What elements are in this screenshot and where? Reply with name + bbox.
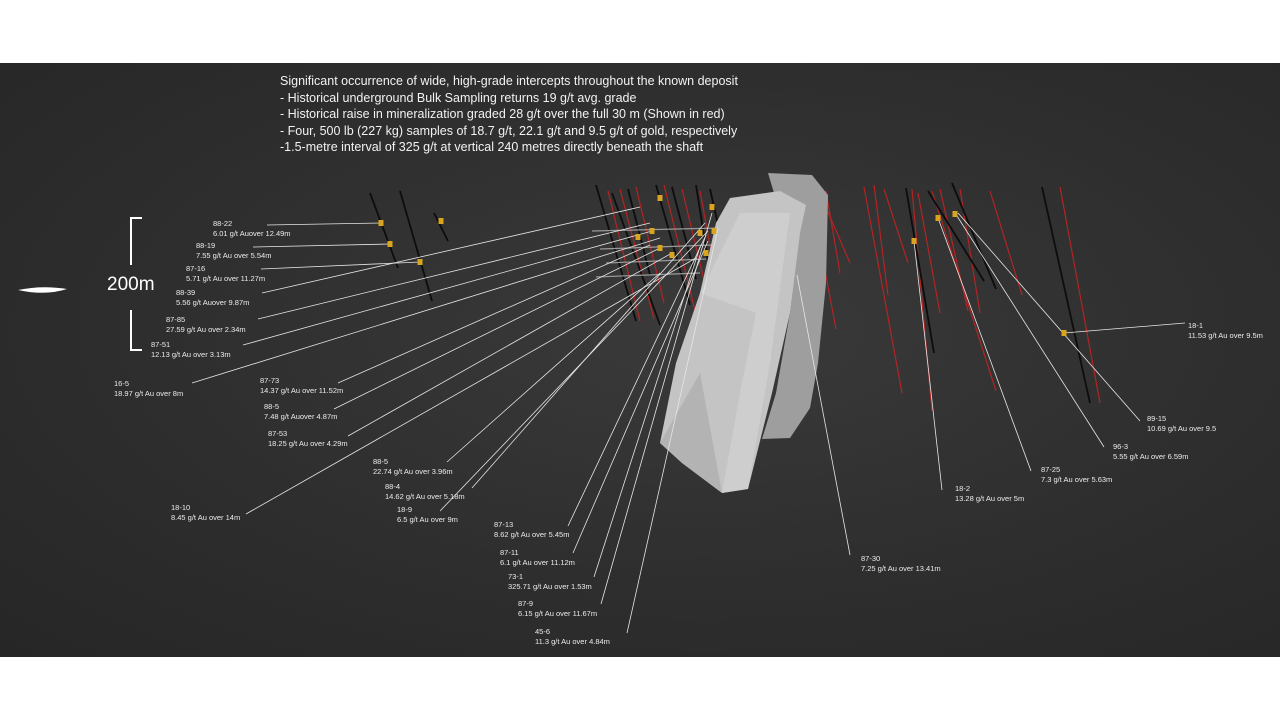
grade-text: 7.55 g/t Au over 5.54m — [196, 250, 272, 260]
scale-bar-label: 200m — [107, 274, 155, 295]
leader-line — [334, 248, 660, 409]
hole-id: 96-3 — [1113, 442, 1129, 451]
grade-text: 5.55 g/t Au over 6.59m — [1113, 451, 1189, 461]
hole-id: 87-30 — [861, 554, 881, 563]
leader-line — [1064, 323, 1185, 333]
intercept-label — [171, 503, 240, 522]
intercept-label — [385, 482, 465, 501]
grade-text: 7.25 g/t Au over 13.41m — [861, 563, 941, 573]
intercept-marker — [712, 228, 717, 234]
leader-line — [338, 245, 650, 383]
intercept-marker — [1062, 330, 1067, 336]
hole-id: 87-53 — [268, 429, 288, 438]
grade-text: 8.62 g/t Au over 5.45m — [494, 529, 570, 539]
intercept-label — [508, 572, 592, 591]
scale-marker-icon — [18, 287, 67, 293]
scale-bar-bottom — [131, 310, 142, 350]
intercept-marker — [670, 252, 675, 258]
hole-id: 88-4 — [385, 482, 401, 491]
intercept-label — [955, 484, 1024, 503]
leader-line — [440, 231, 708, 511]
hole-id: 88-19 — [196, 241, 216, 250]
intercept-marker — [658, 245, 663, 251]
intercept-label — [1113, 442, 1188, 461]
intercept-marker — [953, 211, 958, 217]
intercept-label — [1147, 414, 1216, 433]
hole-id: 87-9 — [518, 599, 534, 608]
leader-line — [253, 244, 390, 247]
intercept-marker — [379, 220, 384, 226]
hole-id: 18-10 — [171, 503, 191, 512]
leader-line — [938, 218, 1031, 471]
intercept-marker — [658, 195, 663, 201]
hole-id: 87-25 — [1041, 465, 1061, 474]
hole-id: 18-1 — [1188, 321, 1204, 330]
grade-text: 6.1 g/t Au over 11.12m — [500, 557, 575, 567]
hole-id: 73-1 — [508, 572, 524, 581]
grade-text: 14.37 g/t Au over 11.52m — [260, 385, 344, 395]
drillhole-trace — [434, 213, 448, 241]
intercept-marker — [439, 218, 444, 224]
intercept-marker — [636, 234, 641, 240]
raise-trace — [990, 191, 1022, 295]
intercept-marker — [710, 204, 715, 210]
grade-text: 13.28 g/t Au over 5m — [955, 493, 1025, 503]
hole-id: 16-5 — [114, 379, 130, 388]
intercept-marker — [936, 215, 941, 221]
hole-id: 87-13 — [494, 520, 514, 529]
intercept-label — [264, 402, 337, 421]
intercept-label — [494, 520, 569, 539]
leader-line — [243, 231, 652, 345]
intercept-marker — [388, 241, 393, 247]
intercept-marker — [912, 238, 917, 244]
hole-id: 87-51 — [151, 340, 171, 349]
intercept-label — [861, 554, 941, 573]
hole-id: 88-22 — [213, 219, 233, 228]
intercept-marker — [418, 259, 423, 265]
intercept-label — [166, 315, 246, 334]
grade-text: 14.62 g/t Au over 5.18m — [385, 491, 465, 501]
leader-line — [958, 213, 1140, 421]
hole-id: 87-16 — [186, 264, 206, 273]
grade-text: 5.56 g/t Auover 9.87m — [176, 297, 250, 307]
intercept-label — [1041, 465, 1112, 484]
scale-bar-top — [131, 218, 142, 265]
hole-id: 89-15 — [1147, 414, 1167, 423]
hole-id: 18-9 — [397, 505, 413, 514]
drillhole-3d-view — [0, 63, 1280, 657]
key-finding-item: - Four, 500 lb (227 kg) samples of 18.7 g/t, 22.1 g/t and 9.5 g/t of gold, respectively — [280, 123, 738, 138]
leader-line — [914, 241, 942, 490]
hole-id: 87-85 — [166, 315, 186, 324]
raise-trace — [826, 191, 840, 273]
hole-id: 87-73 — [260, 376, 280, 385]
intercept-label — [213, 219, 291, 238]
grade-text: 325.71 g/t Au over 1.53m — [508, 581, 592, 591]
drillhole-trace — [906, 188, 934, 353]
grade-text: 18.25 g/t Au over 4.29m — [268, 438, 348, 448]
drillhole-trace — [400, 191, 432, 301]
shaft-body — [660, 173, 828, 493]
intercept-label — [186, 264, 265, 283]
intercept-label — [176, 288, 249, 307]
key-finding-item: - Historical raise in mineralization graded 28 g/t over the full 30 m (Shown in red) — [280, 107, 725, 121]
intercept-label — [151, 340, 231, 359]
intercept-label — [260, 376, 343, 395]
hole-id: 88-39 — [176, 288, 196, 297]
hole-id: 18-2 — [955, 484, 971, 493]
intercept-marker — [650, 228, 655, 234]
intercept-label — [518, 599, 597, 618]
intercept-label — [1188, 321, 1263, 340]
key-findings — [280, 73, 738, 156]
hole-id: 88-5 — [373, 457, 389, 466]
grade-text: 6.5 g/t Au over 9m — [397, 514, 458, 524]
grade-text: 11.53 g/t Au over 9.5m — [1188, 330, 1263, 340]
grade-text: 5.71 g/t Au over 11.27m — [186, 273, 266, 283]
grade-text: 10.69 g/t Au over 9.5 — [1147, 423, 1217, 433]
grade-text: 22.74 g/t Au over 3.96m — [373, 466, 453, 476]
hole-id: 87-11 — [500, 548, 519, 557]
intercept-marker — [698, 230, 703, 236]
grade-text: 12.13 g/t Au over 3.13m — [151, 349, 231, 359]
key-findings-headline: Significant occurrence of wide, high-grade intercepts throughout the known deposit — [280, 74, 738, 88]
hole-id: 88-5 — [264, 402, 280, 411]
grade-text: 8.45 g/t Au over 14m — [171, 512, 241, 522]
intercept-label — [373, 457, 453, 476]
grade-text: 27.59 g/t Au over 2.34m — [166, 324, 246, 334]
grade-text: 6.01 g/t Auover 12.49m — [213, 228, 291, 238]
key-finding-item: - Historical underground Bulk Sampling returns 19 g/t avg. grade — [280, 90, 637, 105]
hole-id: 45-6 — [535, 627, 551, 636]
raise-trace — [620, 189, 654, 319]
intercept-label — [268, 429, 348, 448]
grade-text: 11.3 g/t Au over 4.84m — [535, 636, 610, 646]
drillhole-trace — [370, 193, 398, 268]
intercept-marker — [704, 250, 709, 256]
intercept-label — [535, 627, 610, 646]
grade-text: 6.15 g/t Au over 11.67m — [518, 608, 598, 618]
grade-text: 7.3 g/t Au over 5.63m — [1041, 474, 1113, 484]
raise-trace — [884, 189, 908, 263]
intercept-label — [196, 241, 271, 260]
intercept-label — [500, 548, 575, 567]
grade-text: 7.48 g/t Auover 4.87m — [264, 411, 338, 421]
intercept-label — [397, 505, 458, 524]
key-finding-item: -1.5-metre interval of 325 g/t at vertical 240 metres directly beneath the shaft — [280, 140, 704, 154]
leader-line — [447, 273, 660, 462]
raise-trace — [864, 187, 902, 393]
intercept-label — [114, 379, 183, 398]
grade-text: 18.97 g/t Au over 8m — [114, 388, 184, 398]
